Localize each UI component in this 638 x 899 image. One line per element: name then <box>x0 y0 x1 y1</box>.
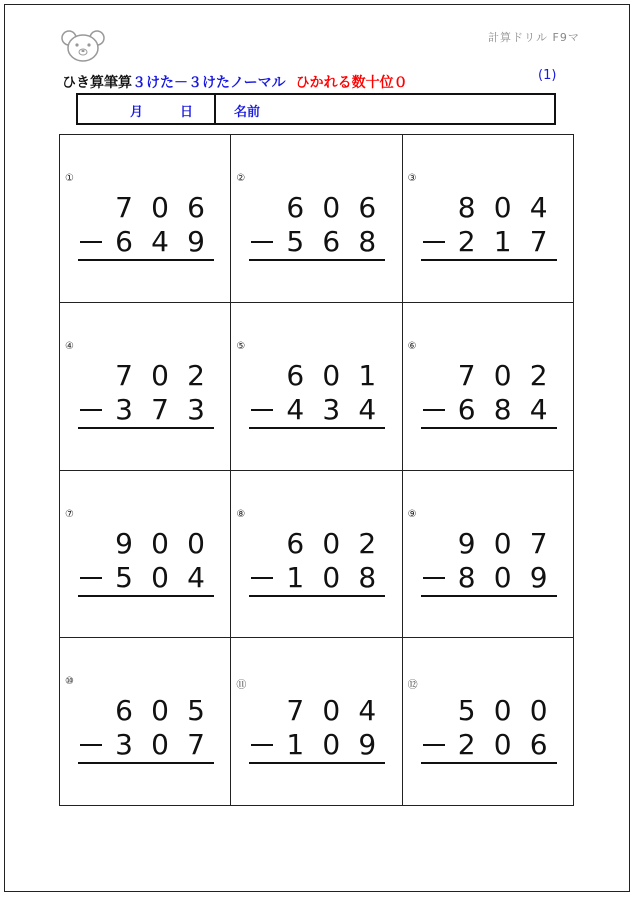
minus-sign-icon <box>423 241 445 243</box>
minuend <box>421 527 557 561</box>
problem-grid <box>59 134 574 806</box>
minuend-digit: 0 <box>187 526 205 560</box>
brand-label: 計算ドリル F9マ <box>488 31 580 44</box>
minuend-digit: 0 <box>322 191 341 224</box>
minus-sign-icon <box>80 241 102 243</box>
subtrahend-digit: 6 <box>457 392 476 426</box>
minus-sign-icon <box>423 577 445 579</box>
subtrahend-digit: 8 <box>358 560 377 594</box>
subtrahend-digit: 2 <box>457 728 476 762</box>
worksheet-title <box>62 72 408 92</box>
problem-cell <box>60 638 231 806</box>
name-date-box <box>76 93 556 125</box>
answer-line <box>78 427 214 429</box>
subtrahend-digit: 0 <box>151 728 169 762</box>
minuend-digit: 0 <box>151 358 169 392</box>
subtrahend-digit: 4 <box>187 560 205 594</box>
subtrahend-digit: 9 <box>358 728 377 762</box>
answer-line <box>249 595 385 597</box>
answer-line <box>78 762 214 764</box>
subtrahend-digit: 3 <box>322 392 341 426</box>
bear-logo-icon <box>60 28 106 64</box>
minuend-digit: 0 <box>529 694 548 728</box>
minuend <box>249 527 385 561</box>
subtrahend <box>249 561 385 595</box>
subtrahend-digit: 0 <box>493 560 512 594</box>
minuend-digit: 9 <box>115 526 133 560</box>
subtrahend-digit: 9 <box>529 560 548 594</box>
subtrahend-digit: 0 <box>151 560 169 594</box>
problem-cell <box>403 638 574 806</box>
minuend-digit: 7 <box>529 526 548 560</box>
minuend <box>249 359 385 393</box>
subtrahend-digit: 0 <box>493 728 512 762</box>
title-main: ひき算筆算 <box>62 75 132 91</box>
minuend-digit: 4 <box>358 694 377 728</box>
subtrahend-digit: 2 <box>457 225 476 258</box>
minuend-digit: 8 <box>457 191 476 224</box>
problem-cell <box>403 303 574 471</box>
minuend-digit: 5 <box>187 694 205 728</box>
minuend-digit: 0 <box>322 526 341 560</box>
answer-line <box>249 427 385 429</box>
subtrahend-digit: 5 <box>286 225 305 258</box>
subtrahend <box>249 225 385 259</box>
minuend <box>249 694 385 728</box>
answer-line <box>249 762 385 764</box>
minus-sign-icon <box>251 409 273 411</box>
subtrahend <box>421 561 557 595</box>
minuend-digit: 7 <box>115 358 133 392</box>
minuend-digit: 6 <box>286 526 305 560</box>
subtrahend-digit: 7 <box>529 225 548 258</box>
subtrahend <box>78 393 214 427</box>
minuend-digit: 9 <box>457 526 476 560</box>
name-label: 名前 <box>234 105 261 120</box>
problem-number: ③ <box>407 173 417 184</box>
subtrahend-digit: 9 <box>187 225 205 258</box>
subtrahend-digit: 6 <box>322 225 341 258</box>
problem-number: ④ <box>65 340 74 352</box>
subtrahend <box>421 393 557 427</box>
subtrahend-digit: 0 <box>322 728 341 762</box>
problem-number: ⑩ <box>65 676 74 688</box>
subtrahend-digit: 6 <box>115 225 133 258</box>
minuend <box>421 359 557 393</box>
minuend-digit: 1 <box>358 358 377 392</box>
problem-number: ⑧ <box>236 508 246 520</box>
subtrahend-digit: 4 <box>358 392 377 426</box>
minuend <box>78 359 214 393</box>
answer-line <box>421 762 557 764</box>
problem-cell <box>403 135 574 303</box>
subtrahend <box>78 225 214 259</box>
title-note: ひかれる数十位０ <box>295 75 408 91</box>
subtrahend-digit: 3 <box>187 392 205 426</box>
minuend <box>249 191 385 225</box>
subtrahend-digit: 1 <box>286 560 305 594</box>
answer-line <box>78 595 214 597</box>
problem-cell <box>403 471 574 639</box>
title-sub: ３けた－３けたノーマル <box>132 75 286 91</box>
minuend-digit: 6 <box>187 191 205 224</box>
minuend-digit: 0 <box>322 358 341 392</box>
subtrahend-digit: 0 <box>322 560 341 594</box>
problem-number: ⑤ <box>236 340 246 352</box>
problem-cell <box>60 303 231 471</box>
problem-cell <box>231 471 402 639</box>
problem-number: ⑨ <box>407 508 417 520</box>
minus-sign-icon <box>251 577 273 579</box>
subtrahend <box>249 728 385 762</box>
minuend <box>421 694 557 728</box>
minuend <box>78 527 214 561</box>
minuend-digit: 0 <box>151 191 169 224</box>
minus-sign-icon <box>251 744 273 746</box>
minuend-digit: 7 <box>286 694 305 728</box>
minuend-digit: 5 <box>457 694 476 728</box>
minuend-digit: 6 <box>286 191 305 224</box>
minus-sign-icon <box>423 409 445 411</box>
minuend-digit: 0 <box>493 191 512 224</box>
minus-sign-icon <box>80 577 102 579</box>
minuend-digit: 7 <box>115 191 133 224</box>
subtrahend-digit: 4 <box>286 392 305 426</box>
minuend-digit: 0 <box>493 358 512 392</box>
answer-line <box>421 427 557 429</box>
minuend-digit: 0 <box>493 694 512 728</box>
problem-cell <box>231 638 402 806</box>
minuend-digit: 7 <box>457 358 476 392</box>
day-label: 日 <box>180 105 194 120</box>
minuend-digit: 0 <box>151 694 169 728</box>
minuend <box>421 191 557 225</box>
answer-line <box>249 259 385 261</box>
minuend-digit: 2 <box>529 358 548 392</box>
month-label: 月 <box>130 105 144 120</box>
problem-number: ⑫ <box>407 680 418 692</box>
subtrahend <box>78 728 214 762</box>
minuend-digit: 6 <box>286 358 305 392</box>
subtrahend-digit: 4 <box>151 225 169 258</box>
problem-number: ⑪ <box>236 680 247 692</box>
minuend-digit: 6 <box>358 191 377 224</box>
problem-number: ① <box>65 173 74 184</box>
minuend <box>78 694 214 728</box>
minus-sign-icon <box>80 744 102 746</box>
minus-sign-icon <box>423 744 445 746</box>
answer-line <box>78 259 214 261</box>
subtrahend-digit: 3 <box>115 728 133 762</box>
sheet-number: (1) <box>538 68 557 83</box>
answer-line <box>421 259 557 261</box>
subtrahend-digit: 8 <box>493 392 512 426</box>
answer-line <box>421 595 557 597</box>
subtrahend <box>421 225 557 259</box>
subtrahend-digit: 8 <box>358 225 377 258</box>
subtrahend-digit: 1 <box>286 728 305 762</box>
subtrahend-digit: 1 <box>493 225 512 258</box>
subtrahend-digit: 5 <box>115 560 133 594</box>
problem-number: ⑥ <box>407 340 417 352</box>
name-field[interactable] <box>216 95 554 123</box>
minuend-digit: 0 <box>151 526 169 560</box>
minuend <box>78 191 214 225</box>
problem-number: ⑦ <box>65 508 74 520</box>
minus-sign-icon <box>251 241 273 243</box>
minuend-digit: 2 <box>358 526 377 560</box>
problem-cell <box>231 303 402 471</box>
subtrahend-digit: 4 <box>529 392 548 426</box>
minus-sign-icon <box>80 409 102 411</box>
subtrahend <box>78 561 214 595</box>
problem-number: ② <box>236 173 246 184</box>
minuend-digit: 0 <box>493 526 512 560</box>
minuend-digit: 6 <box>115 694 133 728</box>
minuend-digit: 2 <box>187 358 205 392</box>
subtrahend <box>421 728 557 762</box>
subtrahend-digit: 8 <box>457 560 476 594</box>
subtrahend-digit: 7 <box>151 392 169 426</box>
subtrahend-digit: 3 <box>115 392 133 426</box>
problem-cell <box>231 135 402 303</box>
subtrahend-digit: 7 <box>187 728 205 762</box>
problem-cell <box>60 135 231 303</box>
problem-cell <box>60 471 231 639</box>
subtrahend <box>249 393 385 427</box>
date-field[interactable] <box>78 95 216 123</box>
subtrahend-digit: 6 <box>529 728 548 762</box>
minuend-digit: 4 <box>529 191 548 224</box>
minuend-digit: 0 <box>322 694 341 728</box>
